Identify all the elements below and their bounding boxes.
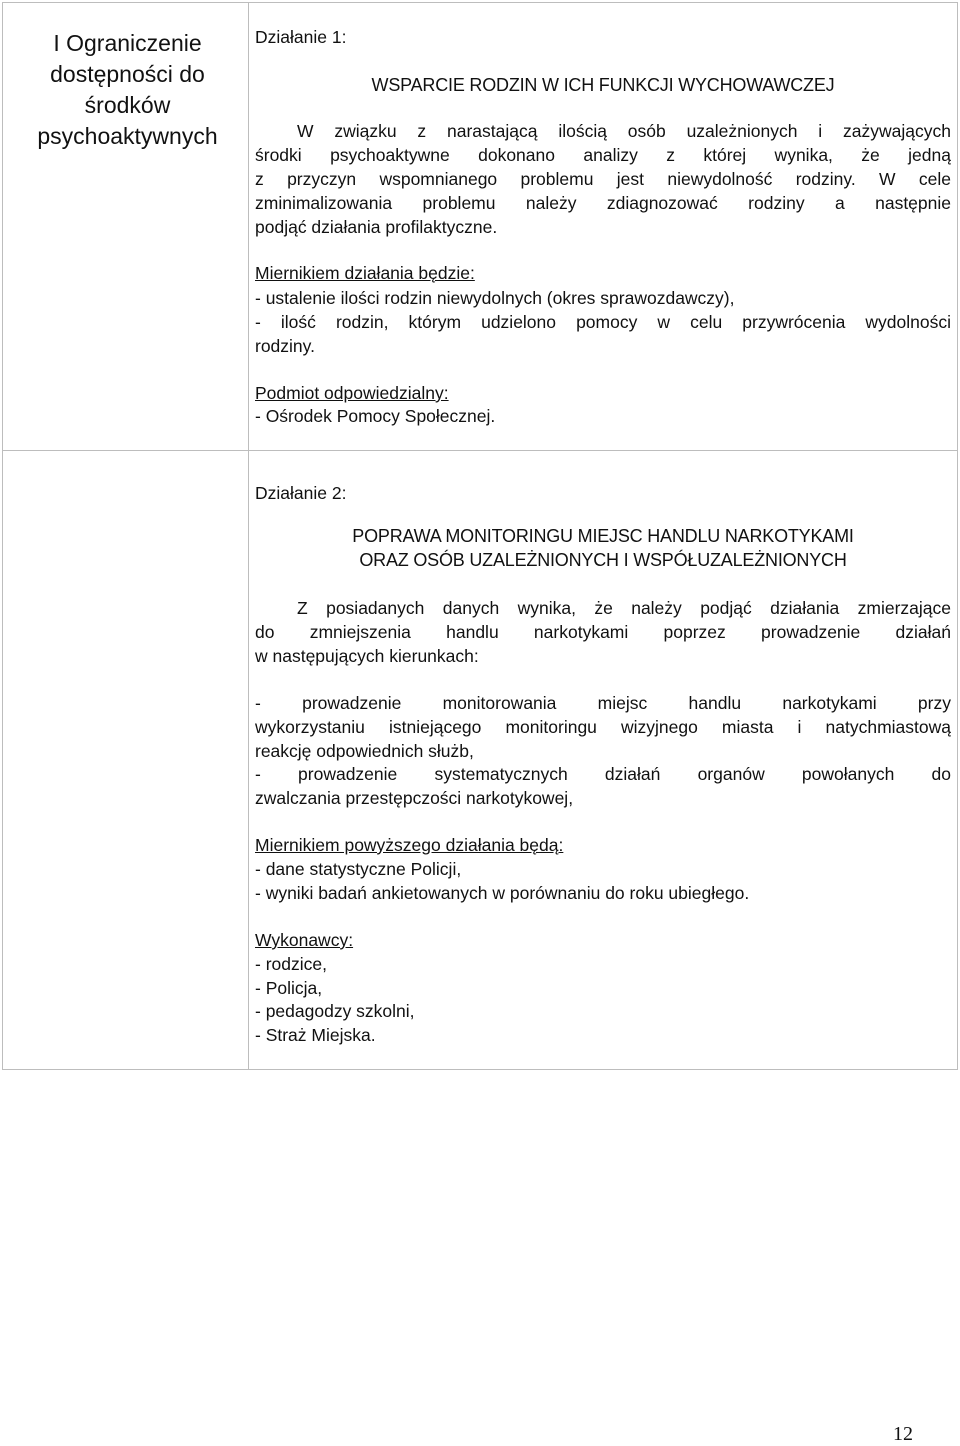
section1-intro-line: z przyczyn wspomnianego problemu jest niewydolność rodziny. W cele bbox=[255, 169, 951, 189]
section2-direction-line: wykorzystaniu istniejącego monitoringu wizyjnego miasta i natychmiastową bbox=[255, 717, 951, 737]
section2-direction-line: zwalczania przestępczości narkotykowej, bbox=[255, 788, 574, 808]
section1-heading: WSPARCIE RODZIN W ICH FUNKCJI WYCHOWAWCZEJ bbox=[371, 75, 835, 95]
section2-measure-line: - wyniki badań ankietowanych w porównaniu do roku ubiegłego. bbox=[255, 883, 750, 903]
section2-executor-item: - Policja, bbox=[255, 978, 323, 998]
section2-measure-label: Miernikiem powyższego działania będą: bbox=[255, 835, 564, 855]
section2-direction-line: reakcję odpowiednich służb, bbox=[255, 741, 474, 761]
section2-direction-line: - prowadzenie systematycznych działań organów powołanych do bbox=[255, 764, 951, 784]
section1-intro-line: środki psychoaktywne dokonano analizy z której wynika, że jedną bbox=[255, 145, 951, 165]
section2-measure-line: - dane statystyczne Policji, bbox=[255, 859, 462, 879]
section1-measure-line: rodziny. bbox=[255, 336, 315, 356]
section2-heading-line2: ORAZ OSÓB UZALEŻNIONYCH I WSPÓŁUZALEŻNIONYCH bbox=[359, 550, 847, 570]
table-right-border bbox=[957, 2, 958, 1070]
section2-executors-label: Wykonawcy: bbox=[255, 930, 354, 950]
section1-label: Działanie 1: bbox=[255, 27, 347, 47]
section1-responsible-line: - Ośrodek Pomocy Społecznej. bbox=[255, 406, 496, 426]
row-divider bbox=[2, 450, 957, 451]
section1-intro-line: podjąć działania profilaktyczne. bbox=[255, 217, 498, 237]
section2-intro-line: w następujących kierunkach: bbox=[255, 646, 479, 666]
section2-heading-line1: POPRAWA MONITORINGU MIEJSC HANDLU NARKOTYKAMI bbox=[352, 526, 854, 546]
section2-executor-item: - pedagodzy szkolni, bbox=[255, 1001, 415, 1021]
section2-intro-line: Z posiadanych danych wynika, że należy podjąć działania zmierzające bbox=[297, 598, 951, 618]
section1-intro-line: W związku z narastającą ilością osób uzależnionych i zażywających bbox=[297, 121, 951, 141]
table-left-border bbox=[2, 2, 3, 1070]
section1-responsible-label: Podmiot odpowiedzialny: bbox=[255, 383, 449, 403]
section2-label: Działanie 2: bbox=[255, 483, 347, 503]
section1-measure-label: Miernikiem działania będzie: bbox=[255, 263, 475, 283]
section1-intro-line: zminimalizowania problemu należy zdiagnozować rodziny a następnie bbox=[255, 193, 951, 213]
section2-executor-item: - Straż Miejska. bbox=[255, 1025, 376, 1045]
section1-measure-line: - ustalenie ilości rodzin niewydolnych (okres sprawozdawczy), bbox=[255, 288, 735, 308]
section2-intro-line: do zmniejszenia handlu narkotykami poprzez prowadzenie działań bbox=[255, 622, 951, 642]
column-divider bbox=[248, 2, 249, 1070]
section2-executor-item: - rodzice, bbox=[255, 954, 327, 974]
left-column-title: I Ograniczenie dostępności do środków psychoaktywnych bbox=[37, 30, 218, 149]
section2-direction-line: - prowadzenie monitorowania miejsc handlu narkotykami przy bbox=[255, 693, 951, 713]
section1-measure-line: - ilość rodzin, którym udzielono pomocy w celu przywrócenia wydolności bbox=[255, 312, 951, 332]
page-number: 12 bbox=[893, 1423, 913, 1445]
